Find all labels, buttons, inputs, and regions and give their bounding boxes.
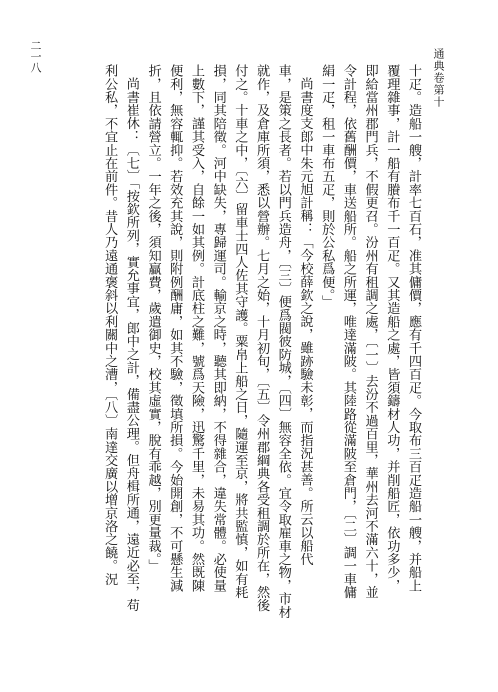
page-number: 二一八: [29, 40, 42, 73]
text-column: 損，同其陪徵。河中缺失，專歸運司。輸京之時，聽其即納，不得雜合，違失常體。必使量: [210, 64, 226, 592]
text-column: 上數下，謹其受入，自餘一如其例。計底柱之難，號爲天險，迅驚千里，未易其功。然既陳: [188, 64, 204, 592]
text-column: 尚書度支郎中朱元旭計稱：「今校薛欽之說，雖跡驗未彰，而指況甚善。所云以船代: [297, 77, 313, 566]
text-column: 即給當州郡門兵，不假更召。汾州有租調之處，〔一〕去汾不過百里，華州去河不滿六十，並: [362, 64, 378, 599]
body-text: [30, 64, 424, 636]
text-column: 車，是策之長者。若以門兵造舟，〔三〕便爲閥彼防城，〔四〕無容全依。宜令取雇車之物，市材: [275, 64, 291, 619]
text-column: 付之。十車之中，〔六〕留車士四人佐其守護。粟帛上船之日，隨運至京，將共監慎，如有耗: [232, 64, 248, 599]
text-column: 利公私，不宜止在前件。昔人乃遠通褒斜以利關中之漕，〔八〕南達交廣以增京洛之饒。況: [102, 64, 118, 586]
text-column: 絹一疋，租一車布五疋，則於公私爲便。」: [319, 64, 335, 309]
text-column: 覆理雜事，計一船有賸布千一百疋。又其造船之處，皆須鑄材人功，并削船匠，依功多少，: [384, 64, 400, 592]
book-title: 通典卷第十: [432, 48, 445, 108]
text-column: 令計程，依舊酬價，車送船所。船之所運，唯達滿陂。其陸路從滿陂至倉門，〔二〕調一車傭: [340, 64, 356, 599]
text-column: 十疋。造船一艘，計率七百石，准其傭價，應有千四百疋。今取布三百疋造船一艘，并船上: [406, 64, 421, 592]
text-column: 便利，無容輒抑。若效充其說，則附例酬庸，如其不驗，徵填所損。今始開創，不可懸生減: [167, 64, 183, 592]
text-column: 尚書崔休：〔七〕「按欽所列，實允事宜，郎中之計，備盡公理。但舟楫所通，遠近必至，苟: [123, 77, 139, 612]
text-column: 就作，及倉庫所須，悉以營辦。七月之始，十月初旬，〔五〕令州郡綱典各受租調於所在，然後: [254, 64, 270, 612]
text-column: 折，且依請營立。一年之後，須知贏費，歲遣御史，校其虛實，脫有乖越，別更量裁。」: [145, 64, 161, 573]
page-header: [433, 48, 444, 108]
